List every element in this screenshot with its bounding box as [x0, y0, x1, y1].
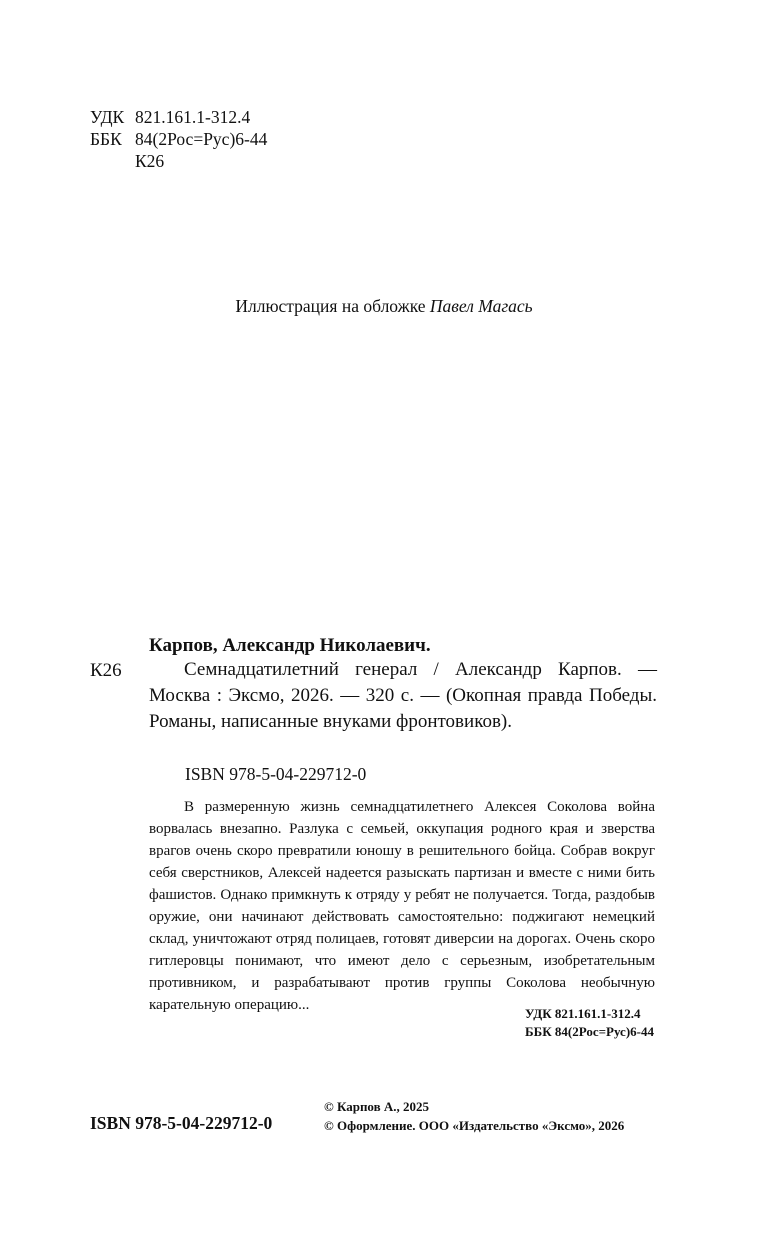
codes-block — [525, 1005, 654, 1041]
cutter-row — [90, 150, 267, 172]
illustration-artist: Павел Магась — [429, 296, 533, 316]
record-author: Карпов, Александр Николаевич. — [149, 635, 431, 656]
udk-value: 821.161.1-312.4 — [135, 107, 251, 127]
codes-udk: УДК 821.161.1-312.4 — [525, 1006, 641, 1021]
bbk-label: ББК — [90, 129, 122, 149]
cutter-top: К26 — [135, 151, 165, 171]
illustration-credit — [0, 296, 768, 317]
bbk-value: 84(2Рос=Рус)6-44 — [135, 129, 268, 149]
copyright-block — [324, 1097, 624, 1135]
copyright-design: © Оформление. ООО «Издательство «Эксмо», 2026 — [324, 1118, 625, 1133]
illustration-prefix: Иллюстрация на обложке — [235, 296, 430, 316]
copyright-author: © Карпов А., 2025 — [324, 1099, 430, 1114]
footer-isbn: ISBN 978-5-04-229712-0 — [90, 1113, 273, 1133]
classification-block — [90, 106, 267, 172]
codes-bbk: ББК 84(2Рос=Рус)6-44 — [525, 1024, 654, 1039]
udk-label: УДК — [90, 107, 125, 127]
record-cutter: К26 — [90, 660, 122, 681]
bbk-row — [90, 128, 267, 150]
annotation: В размеренную жизнь семнадцатилетнего Алексея Соколова война ворвалась внезапно. Разлука с семьей, оккупация родного края и зверства врагов очень скоро превратили юношу в решительного бойца. Собрав вокруг себя сверстников, Алексей надеется разыскать партизан и вместе с ними бить фашистов. Однако примкнуть к отряду у ребят не получается. Тогда, раздобыв оружие, они начинают действовать самостоятельно: поджигают немецкий склад, уничтожают отряд полицаев, готовят диверсии на дорогах. Очень скоро гитлеровцы понимают, что имеют дело с серьезным, изобретательным противником, и разрабатывают против группы Соколова необычную карательную операцию... — [149, 799, 655, 1013]
record-description: Семнадцатилетний генерал / Александр Карпов. — Москва : Эксмо, 2026. — 320 с. — (Окопная правда Победы. Романы, написанные внуками фронтовиков). — [149, 659, 657, 732]
udk-row — [90, 106, 267, 128]
record-isbn: ISBN 978-5-04-229712-0 — [185, 764, 367, 784]
